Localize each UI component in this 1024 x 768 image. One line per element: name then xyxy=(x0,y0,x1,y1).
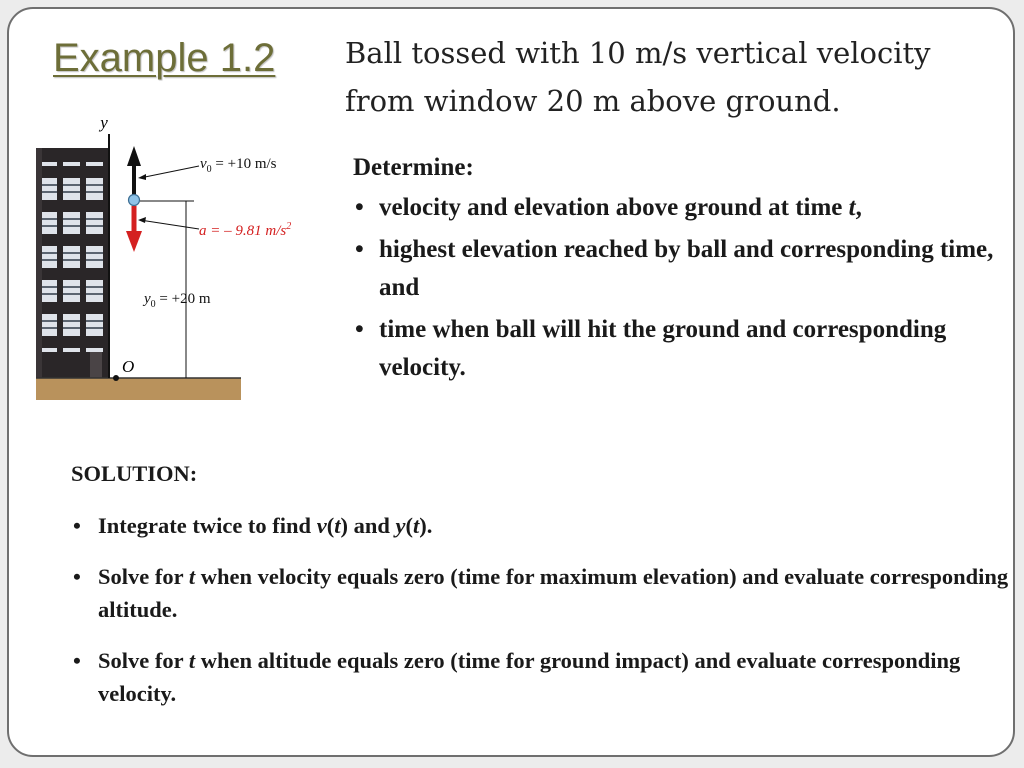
v0-label: $v_0 = +10$ m/s xyxy=(200,156,277,175)
problem-line-2: from window 20 m above ground. xyxy=(345,84,841,118)
slide xyxy=(7,7,1015,757)
slide-title: Example 1.2 xyxy=(53,36,276,80)
origin-point xyxy=(113,375,119,381)
solution-heading: SOLUTION: xyxy=(71,461,198,486)
a-leader-arrowhead xyxy=(138,217,146,223)
determine-section xyxy=(353,151,1003,391)
a-label: a = – 9.81 $m/s^2$ xyxy=(199,221,292,239)
y-axis-label: y xyxy=(100,113,108,132)
origin-label: O xyxy=(122,357,135,376)
determine-list xyxy=(353,189,1003,387)
building-shade xyxy=(36,148,42,378)
problem-line-1: Ball tossed with 10 m/s vertical velocity xyxy=(345,36,931,70)
acceleration-arrow-head xyxy=(126,231,142,252)
solution-item: • Solve for t when altitude equals zero (time for ground impact) and evaluate corresponding velocity. xyxy=(71,644,1011,710)
a-leader-line xyxy=(140,220,199,229)
solution-item: • Solve for t when velocity equals zero (time for maximum elevation) and evaluate corresponding altitude. xyxy=(71,560,1011,626)
determine-heading: Determine: xyxy=(353,154,474,181)
solution-item: • Integrate twice to find v(t) and y(t). xyxy=(71,509,1011,542)
y0-label: $y_0 = +20$ m xyxy=(144,291,211,310)
v0-leader-line xyxy=(140,166,199,178)
problem-figure xyxy=(36,104,306,404)
building-windows xyxy=(42,162,108,352)
determine-item: • time when ball will hit the ground and corresponding velocity. xyxy=(353,311,1003,387)
determine-item: • velocity and elevation above ground at time t, xyxy=(353,189,1003,227)
building-door xyxy=(90,352,102,378)
v0-leader-arrowhead xyxy=(138,174,146,180)
velocity-arrow-head xyxy=(127,146,141,166)
ball xyxy=(129,195,140,206)
problem-statement xyxy=(345,29,985,125)
determine-item: • highest elevation reached by ball and corresponding time, and xyxy=(353,231,1003,307)
solution-list xyxy=(71,509,1011,710)
ground xyxy=(36,378,241,400)
solution-section xyxy=(71,459,1011,728)
